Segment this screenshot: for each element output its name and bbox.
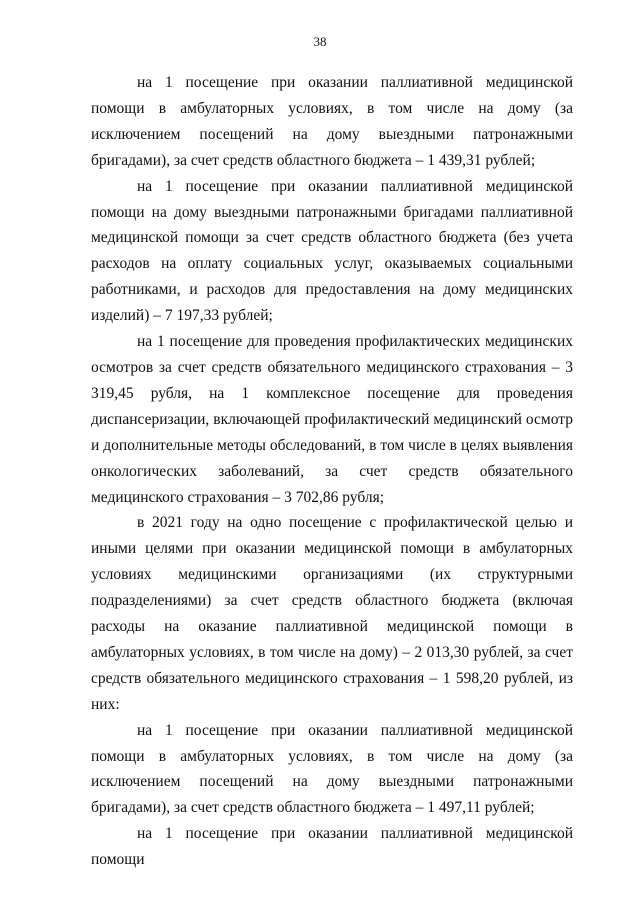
page-number: 38 (313, 34, 327, 49)
paragraph-6: на 1 посещение при оказании паллиативной медицинской помощи (91, 825, 573, 869)
paragraph-3: на 1 посещение для проведения профилактических медицинских осмотров за счет средств обязательного медицинского страхования – 3 319,45 рубля, на 1 комплексное посещение для проведения диспансеризации, включающей профилактический медицинский осмотр и дополнительные методы обследований, в том числе в целях выявления онкологических заболеваний, за счет средств обязательного медицинского страхования – 3 702,86 рубля; (91, 333, 573, 506)
document-body (91, 70, 573, 873)
paragraph-2: на 1 посещение при оказании паллиативной медицинской помощи на дому выездными патронажными бригадами паллиативной медицинской помощи за счет средств областного бюджета (без учета расходов на оплату социальных услуг, оказываемых социальными работниками, и расходов для предоставления на дому медицинских изделий) – 7 197,33 рублей; (91, 177, 573, 325)
paragraph-4: в 2021 году на одно посещение с профилактической целью и иными целями при оказании медицинской помощи в амбулаторных условиях медицинскими организациями (их структурными подразделениями) за счет средств областного бюджета (включая расходы на оказание паллиативной медицинской помощи в амбулаторных условиях, в том числе на дому) – 2 013,30 рублей, за счет средств обязательного медицинского страхования – 1 598,20 рублей, из них: (91, 514, 573, 713)
paragraph-1: на 1 посещение при оказании паллиативной медицинской помощи в амбулаторных условиях, в том числе на дому (за исключением посещений на дому выездными патронажными бригадами), за счет средств областного бюджета – 1 439,31 рублей; (91, 74, 573, 169)
paragraph-5: на 1 посещение при оказании паллиативной медицинской помощи в амбулаторных условиях, в том числе на дому (за исключением посещений на дому выездными патронажными бригадами), за счет средств областного бюджета – 1 497,11 рублей; (91, 721, 573, 817)
